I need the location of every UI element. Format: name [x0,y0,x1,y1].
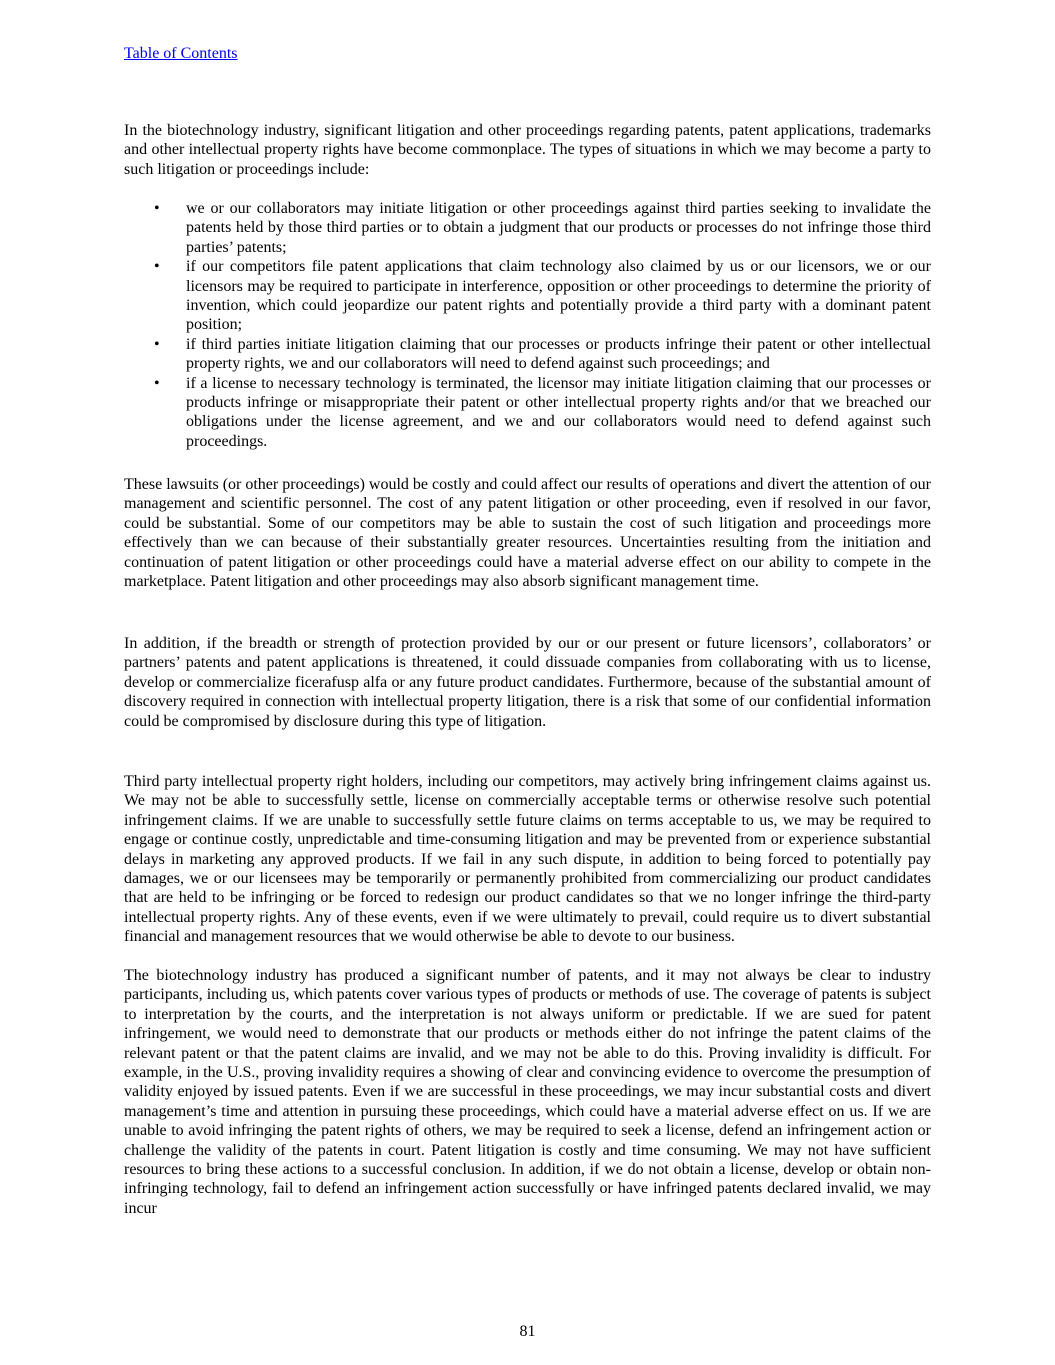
list-item [124,374,931,452]
bullet-icon: • [154,200,160,217]
bullet-icon: • [154,335,160,353]
litigation-situations-list [124,199,931,451]
list-item-text: if a license to necessary technology is terminated, the licensor may initiate litigation claiming that our processes or products infringe or misappropriate their patent or other intellectual property rights and/or that we breached our obligations under the license agreement, and we and our collaborators would need to defend against such proceedings. [186,374,931,450]
table-of-contents-link[interactable]: Table of Contents [124,45,238,62]
page-number: 81 [519,1323,536,1340]
list-item-text: if our competitors file patent applications that claim technology also claimed by us or our licensors, we or our licensors may be required to participate in interference, opposition or other proceedings to determine the priority of invention, which could jeopardize our patent rights and potentially provide a third party with a dominant patent position; [186,258,931,334]
body-paragraph: In addition, if the breadth or strength of protection provided by our or our present or future licensors’, collaborators’ or partners’ patents and patent applications is threatened, it could dissuade companies from collaborating with us to license, develop or commercialize ficerafusp alfa or any future product candidates. Furthermore, because of the substantial amount of discovery required in connection with intellectual property litigation, there is a risk that some of our confidential information could be compromised by disclosure during this type of litigation. [124,635,931,730]
body-paragraph: Third party intellectual property right holders, including our competitors, may actively bring infringement claims against us. We may not be able to successfully settle, license on commercially acceptable terms or otherwise resolve such potential infringement claims. If we are unable to successfully settle future claims on terms acceptable to us, we may be required to engage or continue costly, unpredictable and time-consuming litigation and may be prevented from or experience substantial delays in marketing any approved products. If we fail in any such dispute, in addition to being forced to potentially pay damages, we or our licensees may be temporarily or permanently prohibited from commercializing our product candidates that are held to be infringing or be forced to redesign our product candidates so that we no longer infringe the third-party intellectual property rights. Any of these events, even if we were ultimately to prevail, could require us to divert substantial financial and management resources that we would otherwise be able to devote to our business. [124,773,931,946]
list-item [124,335,931,374]
bullet-icon: • [154,374,160,392]
list-item [124,257,931,335]
bullet-icon: • [154,258,160,276]
intro-paragraph: In the biotechnology industry, significant litigation and other proceedings regarding patents, patent applications, trademarks and other intellectual property rights have become commonplace. The types of situations in which we may become a party to such litigation or proceedings include: [124,122,931,178]
body-paragraph: The biotechnology industry has produced a significant number of patents, and it may not always be clear to industry participants, including us, which patents cover various types of products or methods of use. The coverage of patents is subject to interpretation by the courts, and the interpretation is not always uniform or predictable. If we are sued for patent infringement, we would need to demonstrate that our products or methods either do not infringe the patent claims of the relevant patent or that the patent claims are invalid, and we may not be able to do this. Proving invalidity is difficult. For example, in the U.S., proving invalidity requires a showing of clear and convincing evidence to overcome the presumption of validity enjoyed by issued patents. Even if we are successful in these proceedings, we may incur substantial costs and divert management’s time and attention in pursuing these proceedings, which could have a material adverse effect on us. If we are unable to avoid infringing the patent rights of others, we may be required to seek a license, defend an infringement action or challenge the validity of the patents in court. Patent litigation is costly and time consuming. We may not have sufficient resources to bring these actions to a successful conclusion. In addition, if we do not obtain a license, develop or obtain non-infringing technology, fail to defend an infringement action successfully or have infringed patents declared invalid, we may incur [124,967,931,1217]
list-item-text: we or our collaborators may initiate litigation or other proceedings against third parties seeking to invalidate the patents held by those third parties or to obtain a judgment that our products or processes do not infringe those third parties’ patents; [186,200,931,256]
list-item-text: if third parties initiate litigation claiming that our processes or products infringe their patent or other intellectual property rights, we and our collaborators will need to defend against such proceedings; and [186,335,931,373]
list-item [124,199,931,257]
body-paragraph: These lawsuits (or other proceedings) would be costly and could affect our results of operations and divert the attention of our management and scientific personnel. The cost of any patent litigation or other proceeding, even if resolved in our favor, could be substantial. Some of our competitors may be able to sustain the cost of such litigation and proceedings more effectively than we can because of their substantially greater resources. Uncertainties resulting from the initiation and continuation of patent litigation or other proceedings could have a material adverse effect on our ability to compete in the marketplace. Patent litigation and other proceedings may also absorb significant management time. [124,476,931,591]
